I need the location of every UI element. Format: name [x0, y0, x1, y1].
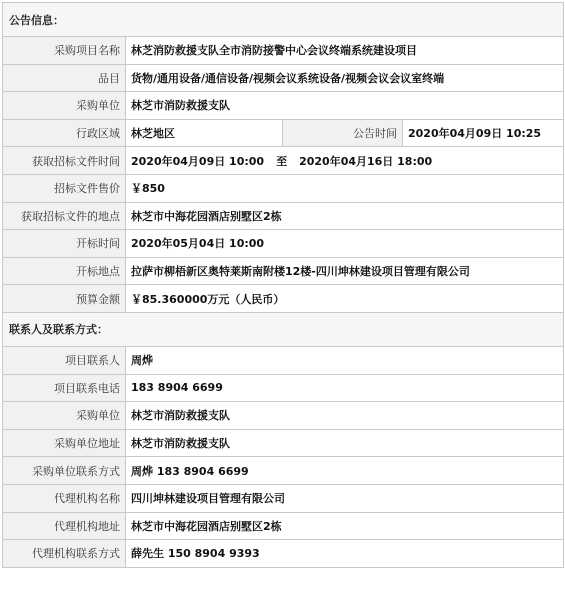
obtain-time-end: 2020年04月16日 18:00 — [299, 154, 433, 168]
row-purchaser-contact — [3, 457, 564, 485]
announce-time-label: 公告时间 — [283, 119, 403, 147]
agency-name-value: 四川坤林建设项目管理有限公司 — [126, 484, 564, 512]
agency-address-value: 林芝市中海花园酒店别墅区2栋 — [126, 512, 564, 540]
purchaser-unit-label: 采购单位 — [3, 402, 126, 430]
announcement-section-title: 公告信息： — [3, 3, 564, 37]
open-location-value: 拉萨市柳梧新区奥特莱斯南附楼12楼-四川坤林建设项目管理有限公司 — [126, 257, 564, 285]
region-value: 林芝地区 — [126, 119, 283, 147]
project-contact-label: 项目联系人 — [3, 346, 126, 374]
purchaser-value: 林芝市消防救援支队 — [126, 92, 564, 120]
doc-location-value: 林芝市中海花园酒店别墅区2栋 — [126, 202, 564, 230]
agency-name-label: 代理机构名称 — [3, 484, 126, 512]
purchaser-unit-value: 林芝市消防救援支队 — [126, 402, 564, 430]
agency-contact-label: 代理机构联系方式 — [3, 540, 126, 568]
row-purchaser-unit — [3, 402, 564, 430]
budget-label: 预算金额 — [3, 285, 126, 313]
open-location-label: 开标地点 — [3, 257, 126, 285]
announce-time-value: 2020年04月09日 10:25 — [403, 119, 564, 147]
open-time-label: 开标时间 — [3, 230, 126, 258]
open-time-value: 2020年05月04日 10:00 — [126, 230, 564, 258]
row-open-time — [3, 230, 564, 258]
row-agency-name — [3, 484, 564, 512]
announcement-table — [2, 2, 564, 568]
purchaser-contact-value: 周烨 183 8904 6699 — [126, 457, 564, 485]
row-project-contact — [3, 346, 564, 374]
project-name-label: 采购项目名称 — [3, 37, 126, 65]
purchaser-address-value: 林芝市消防救援支队 — [126, 429, 564, 457]
agency-contact-value: 薛先生 150 8904 9393 — [126, 540, 564, 568]
project-name-value: 林芝消防救援支队全市消防接警中心会议终端系统建设项目 — [126, 37, 564, 65]
agency-address-label: 代理机构地址 — [3, 512, 126, 540]
announcement-section-row — [3, 3, 564, 37]
project-contact-value: 周烨 — [126, 346, 564, 374]
project-phone-label: 项目联系电话 — [3, 374, 126, 402]
purchaser-label: 采购单位 — [3, 92, 126, 120]
purchaser-contact-label: 采购单位联系方式 — [3, 457, 126, 485]
budget-value: ￥85.360000万元（人民币） — [126, 285, 564, 313]
doc-price-label: 招标文件售价 — [3, 174, 126, 202]
obtain-time-label: 获取招标文件时间 — [3, 147, 126, 175]
obtain-time-to: 至 — [276, 154, 288, 168]
obtain-time-start: 2020年04月09日 10:00 — [131, 154, 265, 168]
row-agency-address — [3, 512, 564, 540]
project-phone-value: 183 8904 6699 — [126, 374, 564, 402]
row-project-name — [3, 37, 564, 65]
row-doc-location — [3, 202, 564, 230]
row-purchaser-address — [3, 429, 564, 457]
row-obtain-time — [3, 147, 564, 175]
row-category — [3, 64, 564, 92]
purchaser-address-label: 采购单位地址 — [3, 429, 126, 457]
row-region-time — [3, 119, 564, 147]
category-label: 品目 — [3, 64, 126, 92]
row-budget — [3, 285, 564, 313]
row-project-phone — [3, 374, 564, 402]
obtain-time-value — [126, 147, 564, 175]
row-agency-contact — [3, 540, 564, 568]
category-value: 货物/通用设备/通信设备/视频会议系统设备/视频会议会议室终端 — [126, 64, 564, 92]
contacts-section-title: 联系人及联系方式： — [3, 312, 564, 346]
region-label: 行政区域 — [3, 119, 126, 147]
doc-location-label: 获取招标文件的地点 — [3, 202, 126, 230]
row-open-location — [3, 257, 564, 285]
row-doc-price — [3, 174, 564, 202]
row-purchaser — [3, 92, 564, 120]
contacts-section-row — [3, 312, 564, 346]
doc-price-value: ￥850 — [126, 174, 564, 202]
